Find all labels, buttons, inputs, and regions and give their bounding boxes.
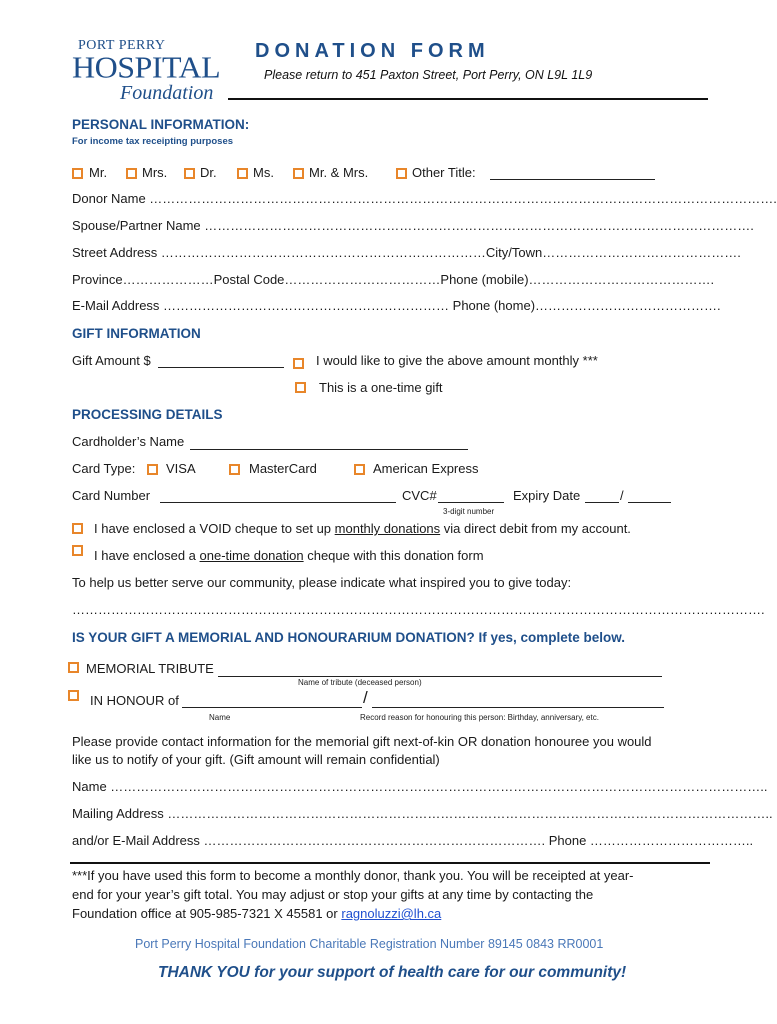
cvc-label: CVC# [402, 488, 437, 503]
form-title: DONATION FORM [255, 40, 490, 62]
honour-name-note: Name [209, 713, 231, 722]
contact-info-line-2: like us to notify of your gift. (Gift amount will remain confidential) [72, 752, 440, 767]
title-mr-mrs-checkbox[interactable] [293, 168, 304, 179]
title-ms-label: Ms. [253, 165, 274, 180]
card-number-label: Card Number [72, 488, 151, 503]
honour-reason-note: Record reason for honouring this person: Birthday, anniversary, etc. [360, 713, 599, 722]
card-type-label: Card Type: [72, 461, 136, 476]
expiry-month-line[interactable] [585, 502, 619, 503]
onetime-cheque-label: I have enclosed a one-time donation cheque with this donation form [94, 548, 484, 563]
contact-name-field[interactable]: Name …………………………………………………………………………………………………………………………………….. [72, 779, 768, 794]
title-dr-label: Dr. [200, 165, 217, 180]
visa-checkbox[interactable] [147, 464, 158, 475]
contact-mailing-field[interactable]: Mailing Address ………………………………………………………………………………………………………………………….. [72, 806, 773, 821]
tribute-note: Name of tribute (deceased person) [298, 678, 422, 687]
void-cheque-label: I have enclosed a VOID cheque to set up monthly donations via direct debit from my account. [94, 521, 631, 536]
province-field[interactable]: Province…………………Postal Code………………………………Phone (mobile)……………………………………. [72, 272, 715, 287]
mastercard-label: MasterCard [249, 461, 317, 476]
return-address: Please return to 451 Paxton Street, Port Perry, ON L9L 1L9 [264, 68, 593, 82]
monthly-note-line-1: ***If you have used this form to become a monthly donor, thank you. You will be receipted at year- [72, 868, 634, 883]
email-field[interactable]: E-Mail Address ………………………………………………………… Phone (home)……………………………………. [72, 298, 721, 313]
memorial-heading: IS YOUR GIFT A MEMORIAL AND HONOURARIUM DONATION? If yes, complete below. [72, 630, 626, 645]
expiry-separator: / [620, 488, 624, 503]
monthly-note-line-2: end for your year’s gift total. You may adjust or stop your gifts at any time by contacting the [72, 887, 594, 902]
charitable-registration: Port Perry Hospital Foundation Charitable Registration Number 89145 0843 RR0001 [135, 937, 604, 951]
inspired-question: To help us better serve our community, please indicate what inspired you to give today: [72, 575, 572, 590]
inspired-answer-field[interactable]: ……………………………………………………………………………………………………………………………………………. [72, 602, 765, 617]
title-dr-checkbox[interactable] [184, 168, 195, 179]
monthly-note-line-3: Foundation office at 905-985-7321 X 45581 or ragnoluzzi@lh.ca [72, 906, 442, 921]
card-number-line[interactable] [160, 502, 396, 503]
memorial-tribute-checkbox[interactable] [68, 662, 79, 673]
amex-label: American Express [373, 461, 479, 476]
spouse-name-field[interactable]: Spouse/Partner Name ………………………………………………………………………………………………………………. [72, 218, 754, 233]
expiry-year-line[interactable] [628, 502, 671, 503]
processing-heading: PROCESSING DETAILS [72, 407, 223, 422]
street-address-field[interactable]: Street Address …………………………………………………………………City/Town………………………………………. [72, 245, 741, 260]
header-rule [228, 98, 708, 100]
cvc-line[interactable] [438, 502, 504, 503]
contact-info-line-1: Please provide contact information for the memorial gift next-of-kin OR donation honouree you would [72, 734, 652, 749]
title-other-line[interactable] [490, 179, 655, 180]
logo-hospital: HOSPITAL [72, 49, 221, 85]
visa-label: VISA [166, 461, 196, 476]
title-other-checkbox[interactable] [396, 168, 407, 179]
honour-checkbox[interactable] [68, 690, 79, 701]
donor-name-field[interactable]: Donor Name ………………………………………………………………………………………………………………………………. [72, 191, 777, 206]
gift-heading: GIFT INFORMATION [72, 326, 201, 341]
void-cheque-checkbox[interactable] [72, 523, 83, 534]
honour-separator: / [363, 688, 368, 707]
personal-heading: PERSONAL INFORMATION: [72, 117, 250, 132]
gift-onetime-label: This is a one-time gift [319, 380, 443, 395]
gift-onetime-checkbox[interactable] [295, 382, 306, 393]
contact-email-phone-field[interactable]: and/or E-Mail Address ……………………………………………………………………. Phone ……………………………….. [72, 833, 754, 848]
gift-monthly-checkbox[interactable] [293, 358, 304, 369]
gift-amount-line[interactable] [158, 367, 284, 368]
expiry-label: Expiry Date [513, 488, 581, 503]
title-mr-mrs-label: Mr. & Mrs. [309, 165, 369, 180]
gift-monthly-label: I would like to give the above amount monthly *** [316, 353, 598, 368]
honour-reason-line[interactable] [372, 707, 664, 708]
title-ms-checkbox[interactable] [237, 168, 248, 179]
thank-you-message: THANK YOU for your support of health care for our community! [158, 964, 627, 981]
cardholder-label: Cardholder’s Name [72, 434, 185, 449]
mastercard-checkbox[interactable] [229, 464, 240, 475]
foundation-email-link[interactable]: ragnoluzzi@lh.ca [341, 906, 442, 921]
title-other-label: Other Title: [412, 165, 476, 180]
honour-name-line[interactable] [182, 707, 362, 708]
gift-amount-label: Gift Amount $ [72, 353, 151, 368]
logo-port-perry: PORT PERRY [78, 38, 166, 53]
title-mr-label: Mr. [89, 165, 108, 180]
onetime-cheque-checkbox[interactable] [72, 545, 83, 556]
memorial-tribute-label: MEMORIAL TRIBUTE [86, 661, 214, 676]
title-mrs-label: Mrs. [142, 165, 168, 180]
title-mr-checkbox[interactable] [72, 168, 83, 179]
honour-label: IN HONOUR of [90, 693, 179, 708]
amex-checkbox[interactable] [354, 464, 365, 475]
logo-foundation: Foundation [120, 82, 214, 104]
memorial-tribute-line[interactable] [218, 676, 662, 677]
note-separator [70, 862, 710, 864]
personal-subheading: For income tax receipting purposes [72, 136, 234, 147]
cvc-note: 3-digit number [443, 507, 495, 516]
cardholder-line[interactable] [190, 449, 468, 450]
title-mrs-checkbox[interactable] [126, 168, 137, 179]
